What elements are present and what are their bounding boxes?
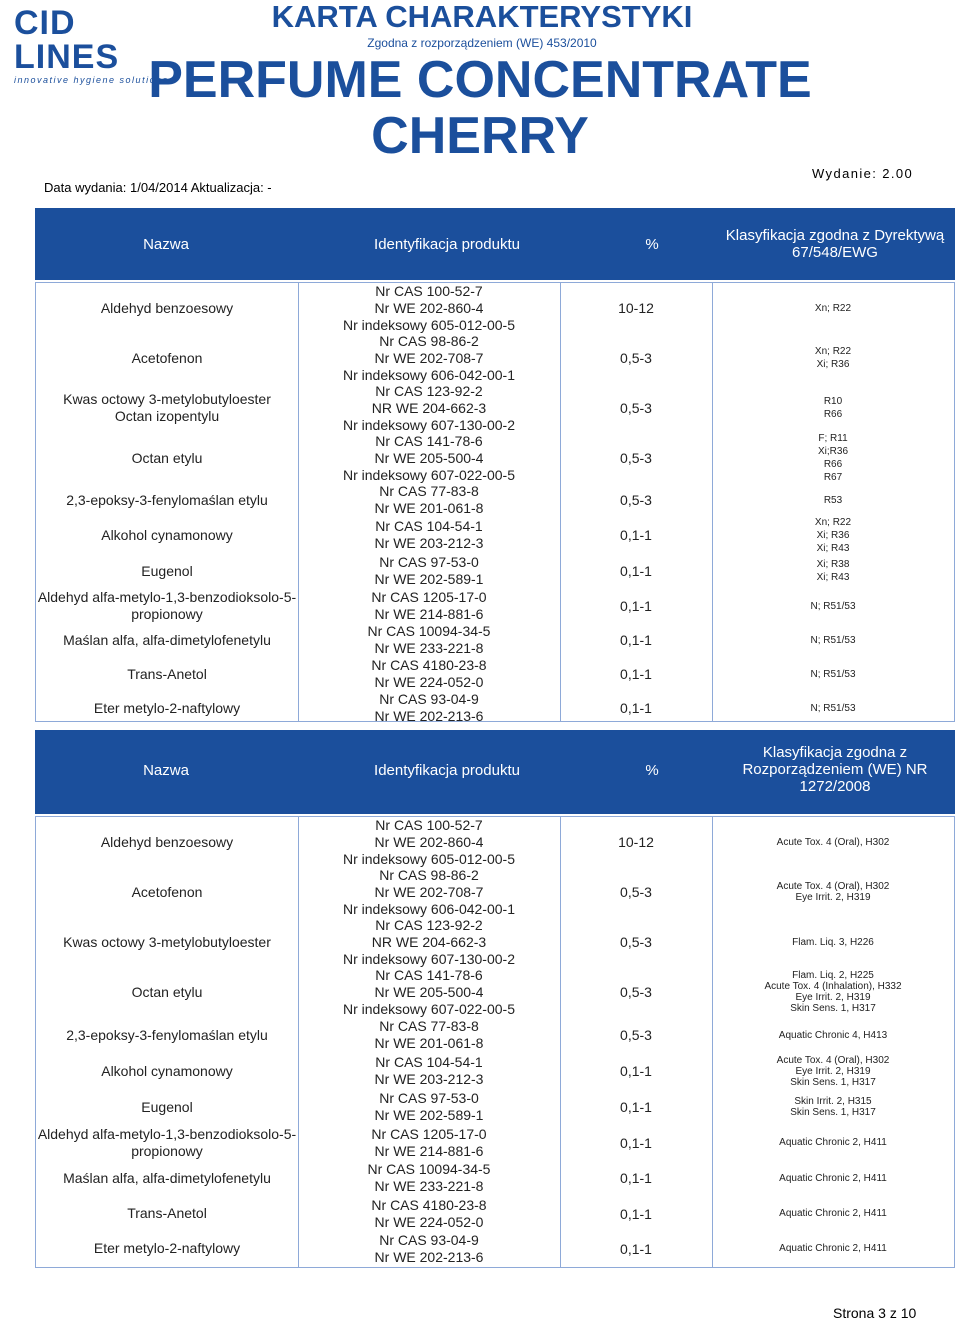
hazard-classification-line: N; R51/53 — [810, 634, 856, 646]
hazard-classification — [712, 1196, 954, 1231]
hazard-classification — [712, 917, 954, 967]
table-row — [36, 1017, 954, 1053]
substance-name-line: Aldehyd benzoesowy — [100, 833, 234, 850]
product-identifiers-line: Nr CAS 10094-34-5 — [367, 1161, 491, 1177]
hazard-classification-line: Xi; R43 — [816, 542, 850, 554]
hazard-classification-line: Xi; R38 — [816, 559, 850, 570]
logo-tagline: innovative hygiene solutions — [14, 75, 169, 85]
hazard-classification-line: Xn; R22 — [814, 346, 852, 357]
substance-name — [36, 1160, 298, 1196]
product-identifiers-line: Nr WE 205-500-4 — [374, 983, 484, 1000]
concentration-percent: 0,5-3 — [620, 984, 652, 1000]
substance-name-line: Octan etylu — [131, 449, 203, 466]
product-identifiers-line: Nr WE 205-500-4 — [374, 449, 484, 466]
substance-name — [36, 333, 298, 383]
hazard-classification-line: N; R51/53 — [810, 600, 856, 612]
substance-name-line: propionowy — [131, 1142, 203, 1159]
product-identifiers-line: NR WE 204-662-3 — [371, 399, 487, 416]
substance-name-line: Alkohol cynamonowy — [101, 1062, 233, 1079]
issue-date: Data wydania: 1/04/2014 Aktualizacja: - — [44, 180, 272, 195]
table2-header-pct: % — [645, 762, 659, 779]
concentration-percent: 0,1-1 — [620, 632, 652, 648]
table1-composition-dsd — [35, 282, 955, 722]
substance-name — [36, 517, 298, 553]
product-identifiers — [298, 1017, 560, 1053]
concentration-percent: 0,1-1 — [620, 527, 652, 543]
table-row — [36, 433, 954, 483]
product-identifiers-line: Nr WE 233-221-8 — [374, 640, 484, 656]
product-identifiers-line: Nr indeksowy 607-130-00-2 — [343, 416, 515, 433]
substance-name — [36, 657, 298, 691]
product-identifiers — [298, 283, 560, 333]
concentration-percent: 0,5-3 — [620, 400, 652, 416]
hazard-classification-line: Aquatic Chronic 2, H411 — [779, 1172, 887, 1184]
table-row — [36, 623, 954, 657]
table-row — [36, 817, 954, 867]
product-identifiers-line: Nr WE 201-061-8 — [374, 500, 484, 516]
table1-header-pct: % — [645, 236, 659, 253]
concentration-percent: 0,5-3 — [620, 350, 652, 366]
hazard-classification — [712, 383, 954, 433]
product-identifiers-line: Nr indeksowy 607-130-00-2 — [343, 950, 515, 967]
product-identifiers-line: Nr WE 201-061-8 — [374, 1035, 484, 1051]
table-row — [36, 691, 954, 725]
product-identifiers-line: Nr WE 214-881-6 — [374, 1142, 484, 1159]
substance-name — [36, 917, 298, 967]
product-identifiers-line: Nr CAS 141-78-6 — [375, 432, 483, 449]
substance-name-line: Eugenol — [141, 562, 193, 579]
product-identifiers — [298, 1196, 560, 1231]
hazard-classification-line: Xi; R36 — [816, 359, 850, 370]
hazard-classification — [712, 589, 954, 623]
product-identifiers — [298, 553, 560, 589]
product-identifiers-line: Nr CAS 98-86-2 — [379, 866, 479, 883]
substance-name-line: Eter metylo-2-naftylowy — [93, 1240, 241, 1256]
substance-name-line: Octan etylu — [131, 983, 203, 1000]
product-identifiers-line: Nr WE 202-213-6 — [374, 708, 484, 724]
concentration-percent: 0,1-1 — [620, 1134, 652, 1151]
table-row — [36, 1196, 954, 1231]
substance-name — [36, 1231, 298, 1266]
substance-name — [36, 967, 298, 1017]
substance-name-line: Aldehyd alfa-metylo-1,3-benzodioksolo-5- — [37, 1125, 297, 1142]
hazard-classification-line: R67 — [823, 472, 843, 483]
cid-lines-logo — [14, 4, 174, 85]
product-identifiers-line: Nr WE 224-052-0 — [374, 1213, 484, 1230]
concentration-percent: 0,1-1 — [620, 666, 652, 682]
edition-number: Wydanie: 2.00 — [812, 166, 914, 181]
table1-header-class: Klasyfikacja zgodna z Dyrektywą 67/548/EWG — [725, 227, 945, 261]
table-row — [36, 917, 954, 967]
concentration-percent: 0,1-1 — [620, 1170, 652, 1186]
product-identifiers-line: Nr CAS 77-83-8 — [379, 1018, 479, 1034]
substance-name-line: Aldehyd benzoesowy — [100, 299, 234, 316]
hazard-classification — [712, 1089, 954, 1125]
product-identifiers-line: Nr CAS 4180-23-8 — [371, 1196, 487, 1213]
hazard-classification-line: Xi; R36 — [816, 529, 850, 541]
product-identifiers-line: Nr indeksowy 606-042-00-1 — [343, 366, 515, 383]
table-row — [36, 1160, 954, 1196]
concentration-percent: 0,1-1 — [620, 598, 652, 614]
hazard-classification — [712, 1160, 954, 1196]
hazard-classification — [712, 657, 954, 691]
substance-name-line: 2,3-epoksy-3-fenylomaślan etylu — [66, 491, 268, 508]
substance-name — [36, 283, 298, 333]
hazard-classification — [712, 623, 954, 657]
product-identifiers-line: Nr CAS 1205-17-0 — [371, 589, 487, 605]
product-identifiers — [298, 657, 560, 691]
substance-name-line: Aldehyd alfa-metylo-1,3-benzodioksolo-5- — [37, 589, 297, 605]
hazard-classification-line: Flam. Liq. 3, H226 — [792, 936, 874, 948]
table-row — [36, 589, 954, 623]
product-identifiers — [298, 691, 560, 725]
hazard-classification — [712, 553, 954, 589]
substance-name-line: Trans-Anetol — [127, 1205, 207, 1221]
hazard-classification — [712, 283, 954, 333]
substance-name-line: Trans-Anetol — [127, 665, 207, 682]
product-identifiers-line: NR WE 204-662-3 — [371, 933, 487, 950]
product-identifiers-line: Nr WE 224-052-0 — [374, 674, 484, 690]
table2-header — [35, 730, 955, 814]
substance-name — [36, 867, 298, 917]
page-number: Strona 3 z 10 — [833, 1305, 917, 1321]
hazard-classification — [712, 1053, 954, 1089]
product-identifiers-line: Nr indeksowy 607-022-00-5 — [343, 1000, 515, 1017]
product-identifiers-line: Nr CAS 100-52-7 — [375, 816, 483, 833]
concentration-percent: 0,1-1 — [620, 1063, 652, 1079]
substance-name — [36, 383, 298, 433]
hazard-classification-line: Aquatic Chronic 4, H413 — [778, 1029, 888, 1041]
product-identifiers-line: Nr WE 203-212-3 — [374, 535, 484, 551]
product-identifiers-line: Nr WE 202-708-7 — [374, 883, 484, 900]
table-row — [36, 517, 954, 553]
product-name — [80, 52, 880, 164]
product-identifiers-line: Nr CAS 104-54-1 — [375, 1054, 483, 1070]
substance-name — [36, 1196, 298, 1231]
table2-header-id: Identyfikacja produktu — [374, 762, 520, 779]
product-name-line1: PERFUME CONCENTRATE — [148, 51, 812, 109]
hazard-classification-line: Flam. Liq. 2, H225 — [792, 970, 874, 981]
product-identifiers-line: Nr CAS 123-92-2 — [375, 382, 483, 399]
product-identifiers-line: Nr WE 202-213-6 — [374, 1248, 484, 1265]
table-row — [36, 1231, 954, 1266]
document-header — [0, 0, 960, 200]
product-identifiers — [298, 1089, 560, 1125]
hazard-classification-line: Xn; R22 — [814, 302, 852, 314]
product-identifiers-line: Nr CAS 1205-17-0 — [371, 1125, 487, 1142]
product-identifiers — [298, 483, 560, 517]
hazard-classification-line: Skin Sens. 1, H317 — [790, 1003, 876, 1014]
product-identifiers — [298, 623, 560, 657]
regulation-note: Zgodna z rozporządzeniem (WE) 453/2010 — [367, 36, 597, 50]
product-identifiers-line: Nr CAS 93-04-9 — [379, 691, 479, 707]
product-identifiers — [298, 1125, 560, 1160]
substance-name-line: propionowy — [131, 606, 203, 622]
product-identifiers-line: Nr CAS 123-92-2 — [375, 916, 483, 933]
product-identifiers-line: Nr CAS 97-53-0 — [379, 1090, 479, 1106]
substance-name-line: Acetofenon — [131, 349, 203, 366]
hazard-classification — [712, 1231, 954, 1266]
substance-name — [36, 623, 298, 657]
product-identifiers-line: Nr WE 202-589-1 — [374, 1107, 484, 1123]
hazard-classification — [712, 867, 954, 917]
substance-name — [36, 817, 298, 867]
substance-name-line: Eugenol — [141, 1098, 193, 1115]
product-identifiers-line: Nr indeksowy 607-022-00-5 — [343, 466, 515, 483]
product-identifiers-line: Nr CAS 98-86-2 — [379, 332, 479, 349]
hazard-classification-line: R66 — [823, 409, 843, 420]
table-row — [36, 553, 954, 589]
substance-name — [36, 1089, 298, 1125]
concentration-percent: 0,1-1 — [620, 1099, 652, 1115]
substance-name — [36, 691, 298, 725]
product-identifiers — [298, 433, 560, 483]
product-identifiers — [298, 817, 560, 867]
hazard-classification-line: Acute Tox. 4 (Oral), H302 — [776, 836, 890, 848]
product-identifiers-line: Nr indeksowy 606-042-00-1 — [343, 900, 515, 917]
hazard-classification-line: Aquatic Chronic 2, H411 — [779, 1243, 887, 1254]
hazard-classification — [712, 1017, 954, 1053]
hazard-classification-line: Xi;R36 — [817, 446, 848, 457]
product-identifiers-line: Nr WE 203-212-3 — [374, 1071, 484, 1087]
hazard-classification — [712, 433, 954, 483]
table-row — [36, 333, 954, 383]
hazard-classification-line: Xn; R22 — [814, 516, 852, 528]
product-identifiers-line: Nr indeksowy 605-012-00-5 — [343, 850, 515, 867]
concentration-percent: 0,1-1 — [620, 1205, 652, 1222]
product-identifiers — [298, 383, 560, 433]
table-row — [36, 1125, 954, 1160]
table2-header-name: Nazwa — [143, 762, 189, 779]
concentration-percent: 10-12 — [618, 834, 654, 850]
product-identifiers-line: Nr WE 202-860-4 — [374, 299, 484, 316]
product-identifiers-line: Nr WE 233-221-8 — [374, 1178, 484, 1194]
product-identifiers-line: Nr CAS 104-54-1 — [375, 518, 483, 534]
product-identifiers-line: Nr CAS 4180-23-8 — [371, 657, 487, 673]
hazard-classification-line: Skin Sens. 1, H317 — [790, 1107, 876, 1118]
substance-name — [36, 589, 298, 623]
product-name-line2: CHERRY — [371, 107, 589, 165]
hazard-classification-line: R10 — [823, 396, 843, 407]
table-row — [36, 383, 954, 433]
hazard-classification-line: R66 — [823, 459, 843, 470]
concentration-percent: 10-12 — [618, 300, 654, 316]
hazard-classification — [712, 333, 954, 383]
table-row — [36, 483, 954, 517]
hazard-classification-line: Skin Sens. 1, H317 — [790, 1076, 876, 1088]
substance-name — [36, 1053, 298, 1089]
table-row — [36, 657, 954, 691]
table-row — [36, 967, 954, 1017]
hazard-classification-line: Acute Tox. 4 (Oral), H302 — [776, 1054, 890, 1066]
hazard-classification — [712, 967, 954, 1017]
product-identifiers — [298, 917, 560, 967]
logo-text: CID LINES — [14, 4, 120, 76]
product-identifiers-line: Nr CAS 97-53-0 — [379, 554, 479, 570]
concentration-percent: 0,5-3 — [620, 1027, 652, 1043]
hazard-classification — [712, 517, 954, 553]
product-identifiers-line: Nr CAS 141-78-6 — [375, 966, 483, 983]
hazard-classification-line: N; R51/53 — [810, 668, 856, 680]
product-identifiers — [298, 517, 560, 553]
concentration-percent: 0,1-1 — [620, 700, 652, 716]
hazard-classification-line: R53 — [823, 494, 843, 506]
substance-name-line: 2,3-epoksy-3-fenylomaślan etylu — [66, 1026, 268, 1043]
hazard-classification-line: Acute Tox. 4 (Oral), H302 — [776, 881, 890, 892]
table2-composition-clp — [35, 816, 955, 1268]
substance-name — [36, 483, 298, 517]
product-identifiers-line: Nr WE 202-589-1 — [374, 571, 484, 587]
product-identifiers — [298, 1231, 560, 1266]
substance-name-line: Acetofenon — [131, 883, 203, 900]
concentration-percent: 0,1-1 — [620, 1240, 652, 1257]
table1-header — [35, 208, 955, 280]
hazard-classification — [712, 817, 954, 867]
product-identifiers-line: Nr CAS 77-83-8 — [379, 483, 479, 499]
substance-name — [36, 433, 298, 483]
product-identifiers — [298, 333, 560, 383]
hazard-classification-line: Xi; R43 — [816, 572, 850, 583]
table-row — [36, 283, 954, 333]
product-identifiers-line: Nr WE 202-860-4 — [374, 833, 484, 850]
product-identifiers-line: Nr indeksowy 605-012-00-5 — [343, 316, 515, 333]
substance-name — [36, 1125, 298, 1160]
product-identifiers-line: Nr CAS 100-52-7 — [375, 282, 483, 299]
product-identifiers — [298, 1053, 560, 1089]
hazard-classification-line: Eye Irrit. 2, H319 — [795, 1065, 871, 1077]
table1-header-name: Nazwa — [143, 236, 189, 253]
table2-header-class: Klasyfikacja zgodna z Rozporządzeniem (WE) NR 1272/2008 — [742, 744, 928, 795]
concentration-percent: 0,5-3 — [620, 492, 652, 508]
substance-name-line: Maślan alfa, alfa-dimetylofenetylu — [63, 1169, 271, 1186]
product-identifiers — [298, 867, 560, 917]
document-title: KARTA CHARAKTERYSTYKI — [271, 0, 693, 34]
hazard-classification — [712, 1125, 954, 1160]
table-row — [36, 1053, 954, 1089]
table-row — [36, 867, 954, 917]
substance-name-line: Kwas octowy 3-metylobutyloester — [63, 391, 271, 407]
concentration-percent: 0,5-3 — [620, 884, 652, 900]
product-identifiers — [298, 1160, 560, 1196]
product-identifiers-line: Nr WE 214-881-6 — [374, 606, 484, 622]
hazard-classification-line: Eye Irrit. 2, H319 — [795, 992, 871, 1003]
substance-name-line: Kwas octowy 3-metylobutyloester — [63, 933, 271, 950]
hazard-classification-line: Eye Irrit. 2, H319 — [795, 892, 871, 903]
substance-name-line: Octan izopentylu — [114, 408, 220, 424]
hazard-classification — [712, 691, 954, 725]
substance-name — [36, 1017, 298, 1053]
substance-name-line: Maślan alfa, alfa-dimetylofenetylu — [63, 631, 271, 648]
hazard-classification-line: Acute Tox. 4 (Inhalation), H332 — [764, 981, 902, 992]
concentration-percent: 0,1-1 — [620, 563, 652, 579]
substance-name — [36, 553, 298, 589]
table1-header-id: Identyfikacja produktu — [374, 236, 520, 253]
concentration-percent: 0,5-3 — [620, 934, 652, 950]
hazard-classification-line: Aquatic Chronic 2, H411 — [779, 1137, 887, 1148]
product-identifiers — [298, 589, 560, 623]
hazard-classification — [712, 483, 954, 517]
substance-name-line: Eter metylo-2-naftylowy — [93, 699, 241, 716]
hazard-classification-line: N; R51/53 — [810, 702, 856, 714]
hazard-classification-line: Skin Irrit. 2, H315 — [794, 1096, 872, 1107]
product-identifiers — [298, 967, 560, 1017]
table-row — [36, 1089, 954, 1125]
product-identifiers-line: Nr CAS 93-04-9 — [379, 1231, 479, 1248]
product-identifiers-line: Nr CAS 10094-34-5 — [367, 623, 491, 639]
product-identifiers-line: Nr WE 202-708-7 — [374, 349, 484, 366]
hazard-classification-line: F; R11 — [818, 433, 848, 444]
concentration-percent: 0,5-3 — [620, 450, 652, 466]
substance-name-line: Alkohol cynamonowy — [101, 526, 233, 543]
hazard-classification-line: Aquatic Chronic 2, H411 — [779, 1208, 887, 1219]
